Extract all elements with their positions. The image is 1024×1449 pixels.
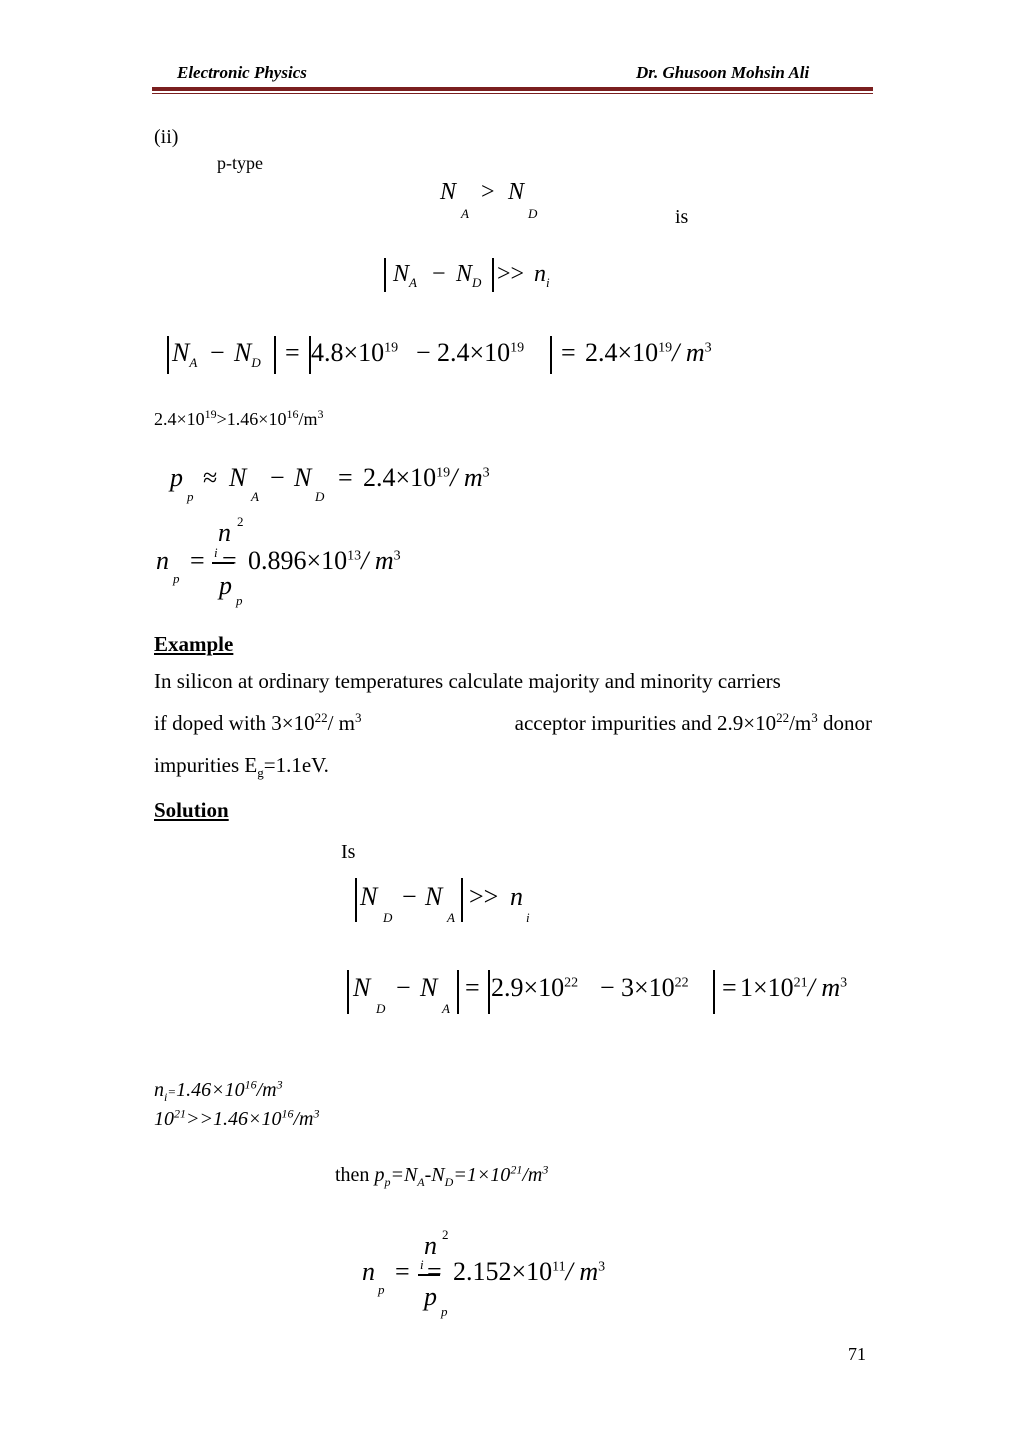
np1-num-sup: 2	[237, 514, 244, 529]
np2-lhs-sub: p	[378, 1282, 385, 1297]
sol-cmp-unit-exp: 3	[313, 1106, 320, 1121]
cond2-gg: >>	[497, 261, 525, 287]
sol-then-eq: =	[390, 1164, 404, 1186]
sol-cond-s3: i	[526, 910, 530, 925]
cond1-rhs: N	[508, 179, 525, 205]
sol-calc-a-text: 2.9×10	[491, 973, 565, 1002]
header-left: Electronic Physics	[177, 63, 307, 82]
sol-then-minus: -	[424, 1164, 432, 1186]
compare1-a-exp: 19	[204, 407, 217, 421]
cond2-n3-text: n	[534, 261, 546, 287]
sol-calc-bar-1	[347, 970, 349, 1014]
calc1-bar-2	[274, 336, 276, 374]
cond2-minus: −	[432, 261, 446, 287]
np1-eq: =	[190, 546, 205, 575]
sol-calc-m: −	[600, 973, 615, 1002]
pp-unit-exp: 3	[482, 465, 490, 481]
example-line3-sub: g	[257, 765, 264, 781]
pp-s2: D	[315, 489, 325, 504]
calc1-eq2: =	[561, 338, 576, 367]
sol-calc-n1: N	[353, 973, 371, 1002]
cond2-bar-left	[384, 258, 386, 292]
np1-unit-exp: 3	[393, 548, 401, 564]
sol-ni-exp: 16	[244, 1077, 257, 1092]
pp-p: p	[170, 463, 183, 492]
example-line2-a	[154, 710, 362, 735]
calc1-b-text: 2.4×10	[437, 338, 511, 367]
calc1-n2	[234, 338, 261, 371]
calc1-res-exp: 19	[658, 340, 673, 356]
sol-calc-b-exp: 22	[674, 975, 689, 991]
sol-cond-minus: −	[402, 882, 417, 911]
sol-then-exp: 21	[510, 1162, 523, 1177]
np2-eq2: =	[427, 1257, 442, 1286]
sol-calc-eq2: =	[722, 973, 737, 1002]
sol-cond-n3: n	[510, 882, 523, 911]
cond1-rhs-sub: D	[528, 206, 538, 221]
example-heading: Example	[154, 632, 234, 656]
sol-cmp-rest: >>1.46×10	[186, 1108, 282, 1130]
sol-calc-minus: −	[396, 973, 411, 1002]
calc1-n2-text: N	[234, 338, 252, 367]
sol-then-n2: N	[431, 1164, 445, 1186]
sol-calc-s2: A	[442, 1001, 450, 1016]
pp-val-text: 2.4×10	[363, 463, 437, 492]
sol-ni-unit-exp: 3	[276, 1077, 283, 1092]
header-rule-thick	[152, 87, 873, 91]
example-line2-c-text: acceptor impurities and 2.9×10	[514, 711, 777, 735]
sol-calc-unit-exp: 3	[840, 975, 848, 991]
np2-num: n	[424, 1231, 437, 1260]
sol-cond-gg: >>	[469, 882, 499, 911]
example-line3-b: =1.1eV.	[263, 753, 329, 777]
example-line2-b: / m	[327, 711, 355, 735]
np1-num: n	[218, 518, 231, 547]
pp-val	[363, 465, 490, 491]
solution-is: Is	[341, 841, 356, 863]
np2-num-sup: 2	[442, 1227, 449, 1242]
calc1-unit: / m	[672, 338, 705, 367]
sol-cond-s1: D	[383, 910, 393, 925]
sol-then-s1: A	[417, 1175, 425, 1189]
calc1-eq: =	[285, 338, 300, 367]
example-line3	[154, 753, 329, 781]
calc1-b-exp: 19	[510, 340, 525, 356]
pp-eq: =	[338, 463, 353, 492]
calc1-a	[311, 340, 398, 366]
example-line2-exp1: 22	[314, 710, 328, 725]
np2-den-sub: p	[441, 1304, 448, 1319]
pp-approx: ≈	[203, 463, 218, 492]
sol-calc-n2: N	[420, 973, 438, 1002]
sol-calc-b	[621, 975, 689, 1001]
calc1-s1: A	[189, 355, 198, 371]
calc1-m: −	[416, 338, 431, 367]
calc1-res-text: 2.4×10	[585, 338, 659, 367]
sol-then-unit: /m	[522, 1164, 543, 1186]
sol-ni-unit: /m	[256, 1079, 277, 1101]
np1-val-text: 0.896×10	[248, 546, 348, 575]
sol-calc-res	[740, 975, 847, 1001]
sol-cmp-exp: 16	[281, 1106, 294, 1121]
cond1-lhs: N	[440, 179, 457, 205]
example-line2-e: donor	[817, 711, 872, 735]
calc1-a-text: 4.8×10	[311, 338, 385, 367]
np1-unit: / m	[361, 546, 394, 575]
calc1-a-exp: 19	[384, 340, 399, 356]
np1-eq2: =	[222, 546, 237, 575]
compare1-b-exp: 16	[286, 407, 299, 421]
sol-ni-val: 1.46×10	[176, 1079, 245, 1101]
cond2-s1: A	[409, 274, 417, 290]
calc1-bar-1	[167, 336, 169, 374]
example-line2-c	[514, 710, 872, 735]
calc1-b	[437, 340, 524, 366]
sol-then-eq2: =	[453, 1164, 467, 1186]
np1-lhs-sub: p	[173, 571, 180, 586]
np1-val	[248, 548, 401, 574]
np2-val-exp: 11	[552, 1259, 566, 1275]
compare1-unit: /m	[298, 409, 318, 429]
sol-cmp-line	[154, 1106, 320, 1130]
sol-calc-b-text: 3×10	[621, 973, 675, 1002]
pp-n2: N	[294, 463, 312, 492]
sol-ni-eq: =	[167, 1084, 177, 1099]
calc1-n1-text: N	[172, 338, 190, 367]
sol-ni-n: n	[154, 1079, 164, 1101]
example-line2-d: /m	[789, 711, 812, 735]
example-line2-a-text: if doped with 3×10	[154, 711, 315, 735]
cond2-s3: i	[546, 274, 550, 290]
np2-unit: / m	[565, 1257, 599, 1286]
sol-cmp-a-exp: 21	[174, 1106, 186, 1121]
np1-den-sub: p	[236, 593, 243, 608]
compare1-rest: >1.46×10	[216, 409, 287, 429]
cond2-n1-text: N	[393, 261, 410, 287]
np2-den: p	[424, 1282, 437, 1311]
pp-p-sub: p	[187, 489, 194, 504]
example-line1: In silicon at ordinary temperatures calculate majority and minority carriers	[154, 669, 781, 693]
sol-then-word: then	[335, 1164, 375, 1186]
sol-cmp-unit: /m	[293, 1108, 314, 1130]
cond2-s2: D	[472, 274, 482, 290]
pp-s1: A	[251, 489, 259, 504]
sol-calc-s1: D	[376, 1001, 386, 1016]
sol-calc-bar-3	[488, 970, 490, 1014]
np2-val-text: 2.152×10	[453, 1257, 553, 1286]
sol-then-line	[335, 1162, 549, 1189]
sol-calc-bar-4	[713, 970, 715, 1014]
sol-cmp-a: 10	[154, 1108, 174, 1130]
sol-calc-eq: =	[465, 973, 480, 1002]
sol-calc-unit: / m	[807, 973, 841, 1002]
sol-then-val: 1×10	[466, 1164, 511, 1186]
part-label: (ii)	[154, 126, 179, 148]
pp-minus: −	[270, 463, 285, 492]
example-line2-exp3: 22	[776, 710, 790, 725]
np2-val	[453, 1259, 605, 1285]
calc1-n1	[172, 338, 198, 371]
sol-cond-bar-right	[461, 878, 463, 922]
cond1-op: >	[481, 179, 495, 205]
sol-then-s2: D	[444, 1175, 454, 1189]
solution-heading: Solution	[154, 798, 229, 822]
sol-then-unit-exp: 3	[542, 1162, 549, 1177]
pp-val-exp: 19	[436, 465, 451, 481]
sol-calc-a-exp: 22	[564, 975, 579, 991]
cond2-bar-right	[492, 258, 494, 292]
calc1-minus: −	[210, 338, 225, 367]
np1-num-sub: i	[214, 545, 218, 560]
np2-eq: =	[395, 1257, 410, 1286]
sol-then-p-sub: p	[384, 1175, 391, 1189]
sol-calc-a	[491, 975, 578, 1001]
calc1-res	[585, 340, 712, 366]
pp-n1: N	[229, 463, 247, 492]
ptype-label: p-type	[217, 153, 263, 173]
example-line2-exp4: 3	[811, 710, 818, 725]
sol-ni-sub: i	[164, 1090, 168, 1104]
example-line3-a: impurities E	[154, 753, 258, 777]
sol-calc-bar-2	[457, 970, 459, 1014]
example-line2	[154, 710, 872, 735]
header-rule-thin	[152, 93, 873, 94]
sol-then-n1: N	[403, 1164, 418, 1186]
np1-val-exp: 13	[347, 548, 362, 564]
page-number: 71	[848, 1344, 866, 1364]
sol-cond-s2: A	[447, 910, 455, 925]
cond1-lhs-sub: A	[461, 206, 469, 221]
sol-cond-n1: N	[360, 882, 378, 911]
sol-cond-n2: N	[425, 882, 443, 911]
np2-lhs: n	[362, 1257, 375, 1286]
cond2-n2	[456, 261, 482, 290]
np1-den: p	[219, 571, 232, 600]
is-label: is	[675, 206, 689, 228]
header-right: Dr. Ghusoon Mohsin Ali	[636, 63, 810, 82]
sol-cond-bar-left	[355, 878, 357, 922]
sol-calc-res-exp: 21	[793, 975, 808, 991]
np2-unit-exp: 3	[598, 1259, 606, 1275]
np2-num-sub: i	[420, 1257, 424, 1272]
sol-then-p: p	[374, 1164, 385, 1186]
calc1-bar-4	[550, 336, 552, 374]
compare1-unit-exp: 3	[317, 407, 324, 421]
sol-ni-line	[154, 1077, 283, 1104]
cond2-n1	[393, 261, 417, 290]
calc1-s2: D	[251, 355, 261, 371]
compare1-a: 2.4×10	[154, 409, 205, 429]
cond2-n3	[534, 261, 550, 290]
cond2-n2-text: N	[456, 261, 473, 287]
np1-lhs: n	[156, 546, 169, 575]
compare1	[154, 407, 324, 429]
calc1-unit-exp: 3	[704, 340, 712, 356]
pp-unit: / m	[450, 463, 483, 492]
example-line2-exp2: 3	[355, 710, 362, 725]
sol-calc-res-text: 1×10	[740, 973, 794, 1002]
